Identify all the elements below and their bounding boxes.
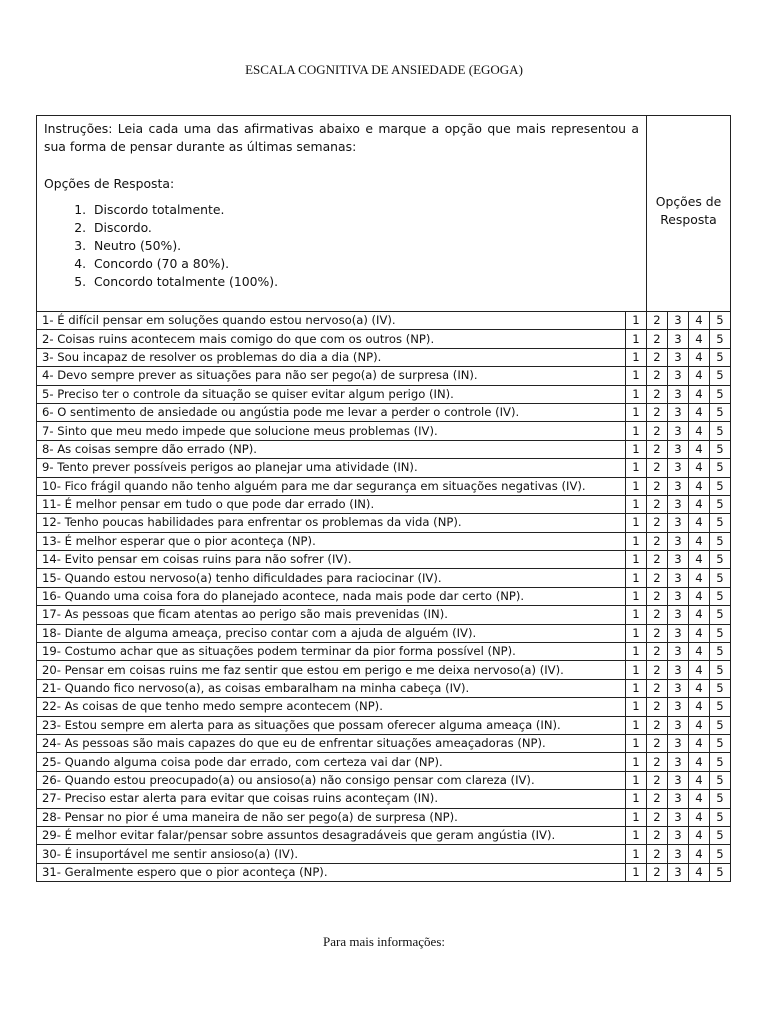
rating-option-4[interactable]: 4 — [689, 422, 710, 440]
item-row — [37, 551, 731, 569]
rating-option-4[interactable]: 4 — [689, 459, 710, 477]
rating-option-2[interactable]: 2 — [647, 495, 668, 513]
rating-option-4[interactable]: 4 — [689, 569, 710, 587]
rating-option-5[interactable]: 5 — [710, 587, 731, 605]
rating-option-2[interactable]: 2 — [647, 330, 668, 348]
item-statement: 19- Costumo achar que as situações podem terminar da pior forma possível (NP). — [37, 643, 626, 661]
item-row — [37, 790, 731, 808]
item-statement: 13- É melhor esperar que o pior aconteça (NP). — [37, 532, 626, 550]
footer-text: Para mais informações: — [322, 934, 445, 949]
item-statement: 12- Tenho poucas habilidades para enfrentar os problemas da vida (NP). — [37, 514, 626, 532]
item-statement: 2- Coisas ruins acontecem mais comigo do que com os outros (NP). — [37, 330, 626, 348]
item-statement: 20- Pensar em coisas ruins me faz sentir que estou em perigo e me deixa nervoso(a) (IV). — [37, 661, 626, 679]
rating-option-1[interactable]: 1 — [626, 403, 647, 421]
rating-option-5[interactable]: 5 — [710, 661, 731, 679]
rating-option-3[interactable]: 3 — [668, 459, 689, 477]
rating-option-3[interactable]: 3 — [668, 330, 689, 348]
rating-option-3[interactable]: 3 — [668, 569, 689, 587]
rating-option-5[interactable]: 5 — [710, 514, 731, 532]
item-row — [37, 312, 731, 330]
item-row — [37, 532, 731, 550]
item-statement: 29- É melhor evitar falar/pensar sobre assuntos desagradáveis que geram angústia (IV). — [37, 826, 626, 844]
rating-option-3[interactable]: 3 — [668, 624, 689, 642]
response-options-header: Opções de Resposta — [647, 116, 731, 312]
rating-option-4[interactable]: 4 — [689, 624, 710, 642]
rating-option-2[interactable]: 2 — [647, 514, 668, 532]
rating-option-4[interactable]: 4 — [689, 661, 710, 679]
item-statement: 22- As coisas de que tenho medo sempre acontecem (NP). — [37, 698, 626, 716]
item-statement: 14- Evito pensar em coisas ruins para não sofrer (IV). — [37, 551, 626, 569]
rating-option-4[interactable]: 4 — [689, 312, 710, 330]
rating-option-1[interactable]: 1 — [626, 422, 647, 440]
rating-option-2[interactable]: 2 — [647, 698, 668, 716]
rating-option-2[interactable]: 2 — [647, 606, 668, 624]
item-statement: 25- Quando alguma coisa pode dar errado, com certeza vai dar (NP). — [37, 753, 626, 771]
rating-option-5[interactable]: 5 — [710, 753, 731, 771]
rating-option-3[interactable]: 3 — [668, 477, 689, 495]
rating-option-1[interactable]: 1 — [626, 716, 647, 734]
rating-option-1[interactable]: 1 — [626, 495, 647, 513]
response-options-list — [44, 201, 639, 291]
rating-option-5[interactable]: 5 — [710, 716, 731, 734]
rating-option-4[interactable]: 4 — [689, 551, 710, 569]
instructions-text: Instruções: Leia cada uma das afirmativas abaixo e marque a opção que mais representou a sua forma de pensar durante as últimas semanas: — [44, 121, 639, 154]
rating-option-4[interactable]: 4 — [689, 587, 710, 605]
rating-option-3[interactable]: 3 — [668, 551, 689, 569]
rating-option-4[interactable]: 4 — [689, 826, 710, 844]
rating-option-2[interactable]: 2 — [647, 367, 668, 385]
rating-option-5[interactable]: 5 — [710, 440, 731, 458]
response-option: 1. Discordo totalmente. — [90, 201, 639, 219]
rating-option-3[interactable]: 3 — [668, 845, 689, 863]
rating-option-5[interactable]: 5 — [710, 367, 731, 385]
response-option: 5. Concordo totalmente (100%). — [90, 273, 639, 291]
rating-option-3[interactable]: 3 — [668, 679, 689, 697]
rating-option-2[interactable]: 2 — [647, 551, 668, 569]
item-statement: 24- As pessoas são mais capazes do que eu de enfrentar situações ameaçadoras (NP). — [37, 734, 626, 752]
item-row — [37, 734, 731, 752]
rating-option-3[interactable]: 3 — [668, 643, 689, 661]
rating-option-4[interactable]: 4 — [689, 532, 710, 550]
rating-option-1[interactable]: 1 — [626, 367, 647, 385]
rating-option-3[interactable]: 3 — [668, 403, 689, 421]
item-statement: 15- Quando estou nervoso(a) tenho dificuldades para raciocinar (IV). — [37, 569, 626, 587]
rating-option-1[interactable]: 1 — [626, 698, 647, 716]
rating-option-5[interactable]: 5 — [710, 569, 731, 587]
rating-option-5[interactable]: 5 — [710, 771, 731, 789]
rating-option-3[interactable]: 3 — [668, 753, 689, 771]
rating-option-5[interactable]: 5 — [710, 385, 731, 403]
item-statement: 23- Estou sempre em alerta para as situações que possam oferecer alguma ameaça (IN). — [37, 716, 626, 734]
rating-option-2[interactable]: 2 — [647, 587, 668, 605]
item-row — [37, 348, 731, 366]
item-row — [37, 367, 731, 385]
rating-option-1[interactable]: 1 — [626, 845, 647, 863]
rating-option-3[interactable]: 3 — [668, 385, 689, 403]
item-row — [37, 587, 731, 605]
item-statement: 16- Quando uma coisa fora do planejado acontece, nada mais pode dar certo (NP). — [37, 587, 626, 605]
rating-option-5[interactable]: 5 — [710, 808, 731, 826]
rating-option-2[interactable]: 2 — [647, 771, 668, 789]
rating-option-4[interactable]: 4 — [689, 679, 710, 697]
item-row — [37, 459, 731, 477]
rating-option-5[interactable]: 5 — [710, 606, 731, 624]
rating-option-4[interactable]: 4 — [689, 330, 710, 348]
rating-option-1[interactable]: 1 — [626, 624, 647, 642]
item-statement: 17- As pessoas que ficam atentas ao perigo são mais prevenidas (IN). — [37, 606, 626, 624]
rating-option-2[interactable]: 2 — [647, 422, 668, 440]
rating-option-4[interactable]: 4 — [689, 771, 710, 789]
rating-option-2[interactable]: 2 — [647, 679, 668, 697]
item-row — [37, 826, 731, 844]
rating-option-2[interactable]: 2 — [647, 532, 668, 550]
item-row — [37, 845, 731, 863]
rating-option-2[interactable]: 2 — [647, 863, 668, 881]
rating-option-4[interactable]: 4 — [689, 753, 710, 771]
rating-option-3[interactable]: 3 — [668, 863, 689, 881]
item-statement: 30- É insuportável me sentir ansioso(a) (IV). — [37, 845, 626, 863]
rating-option-2[interactable]: 2 — [647, 459, 668, 477]
rating-option-4[interactable]: 4 — [689, 348, 710, 366]
rating-option-2[interactable]: 2 — [647, 312, 668, 330]
rating-option-4[interactable]: 4 — [689, 385, 710, 403]
rating-option-1[interactable]: 1 — [626, 606, 647, 624]
response-option: 2. Discordo. — [90, 219, 639, 237]
item-row — [37, 495, 731, 513]
rating-option-1[interactable]: 1 — [626, 863, 647, 881]
item-row — [37, 808, 731, 826]
rating-option-4[interactable]: 4 — [689, 734, 710, 752]
rating-option-2[interactable]: 2 — [647, 348, 668, 366]
item-row — [37, 403, 731, 421]
rating-option-5[interactable]: 5 — [710, 330, 731, 348]
item-row — [37, 514, 731, 532]
item-statement: 8- As coisas sempre dão errado (NP). — [37, 440, 626, 458]
rating-option-5[interactable]: 5 — [710, 698, 731, 716]
rating-option-1[interactable]: 1 — [626, 808, 647, 826]
document-title: ESCALA COGNITIVA DE ANSIEDADE (EGOGA) — [245, 62, 523, 77]
item-statement: 7- Sinto que meu medo impede que solucione meus problemas (IV). — [37, 422, 626, 440]
item-row — [37, 716, 731, 734]
rating-option-2[interactable]: 2 — [647, 716, 668, 734]
rating-option-5[interactable]: 5 — [710, 477, 731, 495]
rating-option-4[interactable]: 4 — [689, 643, 710, 661]
item-row — [37, 661, 731, 679]
rating-option-3[interactable]: 3 — [668, 790, 689, 808]
rating-option-5[interactable]: 5 — [710, 551, 731, 569]
item-statement: 4- Devo sempre prever as situações para não ser pego(a) de surpresa (IN). — [37, 367, 626, 385]
rating-option-4[interactable]: 4 — [689, 495, 710, 513]
rating-option-2[interactable]: 2 — [647, 790, 668, 808]
rating-option-3[interactable]: 3 — [668, 587, 689, 605]
rating-option-4[interactable]: 4 — [689, 845, 710, 863]
item-statement: 26- Quando estou preocupado(a) ou ansioso(a) não consigo pensar com clareza (IV). — [37, 771, 626, 789]
rating-option-2[interactable]: 2 — [647, 753, 668, 771]
item-statement: 3- Sou incapaz de resolver os problemas do dia a dia (NP). — [37, 348, 626, 366]
rating-option-1[interactable]: 1 — [626, 679, 647, 697]
rating-option-1[interactable]: 1 — [626, 385, 647, 403]
rating-option-3[interactable]: 3 — [668, 312, 689, 330]
rating-option-1[interactable]: 1 — [626, 532, 647, 550]
item-row — [37, 753, 731, 771]
rating-option-1[interactable]: 1 — [626, 348, 647, 366]
rating-option-3[interactable]: 3 — [668, 348, 689, 366]
rating-option-3[interactable]: 3 — [668, 826, 689, 844]
rating-option-5[interactable]: 5 — [710, 348, 731, 366]
rating-option-1[interactable]: 1 — [626, 661, 647, 679]
rating-option-1[interactable]: 1 — [626, 753, 647, 771]
rating-option-1[interactable]: 1 — [626, 312, 647, 330]
rating-option-1[interactable]: 1 — [626, 330, 647, 348]
rating-option-3[interactable]: 3 — [668, 514, 689, 532]
item-statement: 9- Tento prever possíveis perigos ao planejar uma atividade (IN). — [37, 459, 626, 477]
item-row — [37, 477, 731, 495]
rating-option-2[interactable]: 2 — [647, 826, 668, 844]
item-row — [37, 771, 731, 789]
instructions-row — [37, 116, 731, 312]
rating-option-5[interactable]: 5 — [710, 790, 731, 808]
item-statement: 31- Geralmente espero que o pior aconteça (NP). — [37, 863, 626, 881]
rating-option-4[interactable]: 4 — [689, 698, 710, 716]
rating-option-4[interactable]: 4 — [689, 367, 710, 385]
rating-option-1[interactable]: 1 — [626, 771, 647, 789]
item-statement: 18- Diante de alguma ameaça, preciso contar com a ajuda de alguém (IV). — [37, 624, 626, 642]
rating-option-3[interactable]: 3 — [668, 606, 689, 624]
rating-option-5[interactable]: 5 — [710, 679, 731, 697]
rating-option-2[interactable]: 2 — [647, 403, 668, 421]
rating-option-4[interactable]: 4 — [689, 863, 710, 881]
options-label: Opções de Resposta: — [44, 176, 175, 191]
item-statement: 1- É difícil pensar em soluções quando estou nervoso(a) (IV). — [37, 312, 626, 330]
rating-option-3[interactable]: 3 — [668, 734, 689, 752]
response-option: 4. Concordo (70 a 80%). — [90, 255, 639, 273]
rating-option-4[interactable]: 4 — [689, 403, 710, 421]
rating-option-1[interactable]: 1 — [626, 514, 647, 532]
rating-option-5[interactable]: 5 — [710, 845, 731, 863]
rating-option-2[interactable]: 2 — [647, 734, 668, 752]
rating-option-1[interactable]: 1 — [626, 643, 647, 661]
rating-option-3[interactable]: 3 — [668, 422, 689, 440]
item-statement: 5- Preciso ter o controle da situação se quiser evitar algum perigo (IN). — [37, 385, 626, 403]
rating-option-4[interactable]: 4 — [689, 716, 710, 734]
item-statement: 21- Quando fico nervoso(a), as coisas embaralham na minha cabeça (IV). — [37, 679, 626, 697]
item-statement: 11- É melhor pensar em tudo o que pode dar errado (IN). — [37, 495, 626, 513]
rating-option-1[interactable]: 1 — [626, 569, 647, 587]
item-row — [37, 624, 731, 642]
rating-option-1[interactable]: 1 — [626, 587, 647, 605]
item-row — [37, 422, 731, 440]
questionnaire-table — [36, 115, 731, 882]
rating-option-5[interactable]: 5 — [710, 532, 731, 550]
item-row — [37, 569, 731, 587]
rating-option-5[interactable]: 5 — [710, 495, 731, 513]
rating-option-5[interactable]: 5 — [710, 643, 731, 661]
response-option: 3. Neutro (50%). — [90, 237, 639, 255]
rating-option-2[interactable]: 2 — [647, 661, 668, 679]
rating-option-2[interactable]: 2 — [647, 845, 668, 863]
rating-option-2[interactable]: 2 — [647, 624, 668, 642]
rating-option-2[interactable]: 2 — [647, 569, 668, 587]
rating-option-2[interactable]: 2 — [647, 440, 668, 458]
rating-option-2[interactable]: 2 — [647, 643, 668, 661]
item-row — [37, 643, 731, 661]
rating-option-2[interactable]: 2 — [647, 808, 668, 826]
item-statement: 28- Pensar no pior é uma maneira de não ser pego(a) de surpresa (NP). — [37, 808, 626, 826]
rating-option-1[interactable]: 1 — [626, 440, 647, 458]
rating-option-3[interactable]: 3 — [668, 440, 689, 458]
instructions-cell — [37, 116, 647, 312]
rating-option-5[interactable]: 5 — [710, 459, 731, 477]
item-statement: 6- O sentimento de ansiedade ou angústia pode me levar a perder o controle (IV). — [37, 403, 626, 421]
rating-option-3[interactable]: 3 — [668, 808, 689, 826]
rating-option-5[interactable]: 5 — [710, 863, 731, 881]
rating-option-1[interactable]: 1 — [626, 551, 647, 569]
rating-option-5[interactable]: 5 — [710, 826, 731, 844]
rating-option-4[interactable]: 4 — [689, 606, 710, 624]
rating-option-3[interactable]: 3 — [668, 771, 689, 789]
item-row — [37, 698, 731, 716]
rating-option-2[interactable]: 2 — [647, 385, 668, 403]
rating-option-5[interactable]: 5 — [710, 422, 731, 440]
rating-option-1[interactable]: 1 — [626, 477, 647, 495]
rating-option-4[interactable]: 4 — [689, 440, 710, 458]
rating-option-1[interactable]: 1 — [626, 734, 647, 752]
rating-option-5[interactable]: 5 — [710, 734, 731, 752]
rating-option-4[interactable]: 4 — [689, 514, 710, 532]
rating-option-5[interactable]: 5 — [710, 403, 731, 421]
rating-option-1[interactable]: 1 — [626, 790, 647, 808]
rating-option-3[interactable]: 3 — [668, 661, 689, 679]
rating-option-4[interactable]: 4 — [689, 477, 710, 495]
rating-option-1[interactable]: 1 — [626, 826, 647, 844]
rating-option-3[interactable]: 3 — [668, 367, 689, 385]
rating-option-5[interactable]: 5 — [710, 624, 731, 642]
rating-option-3[interactable]: 3 — [668, 532, 689, 550]
rating-option-3[interactable]: 3 — [668, 495, 689, 513]
item-row — [37, 330, 731, 348]
rating-option-4[interactable]: 4 — [689, 790, 710, 808]
rating-option-3[interactable]: 3 — [668, 716, 689, 734]
rating-option-1[interactable]: 1 — [626, 459, 647, 477]
item-statement: 27- Preciso estar alerta para evitar que coisas ruins aconteçam (IN). — [37, 790, 626, 808]
item-row — [37, 385, 731, 403]
item-row — [37, 863, 731, 881]
item-row — [37, 606, 731, 624]
rating-option-3[interactable]: 3 — [668, 698, 689, 716]
item-row — [37, 440, 731, 458]
item-row — [37, 679, 731, 697]
item-statement: 10- Fico frágil quando não tenho alguém para me dar segurança em situações negativas (IV). — [37, 477, 626, 495]
rating-option-2[interactable]: 2 — [647, 477, 668, 495]
rating-option-4[interactable]: 4 — [689, 808, 710, 826]
rating-option-5[interactable]: 5 — [710, 312, 731, 330]
